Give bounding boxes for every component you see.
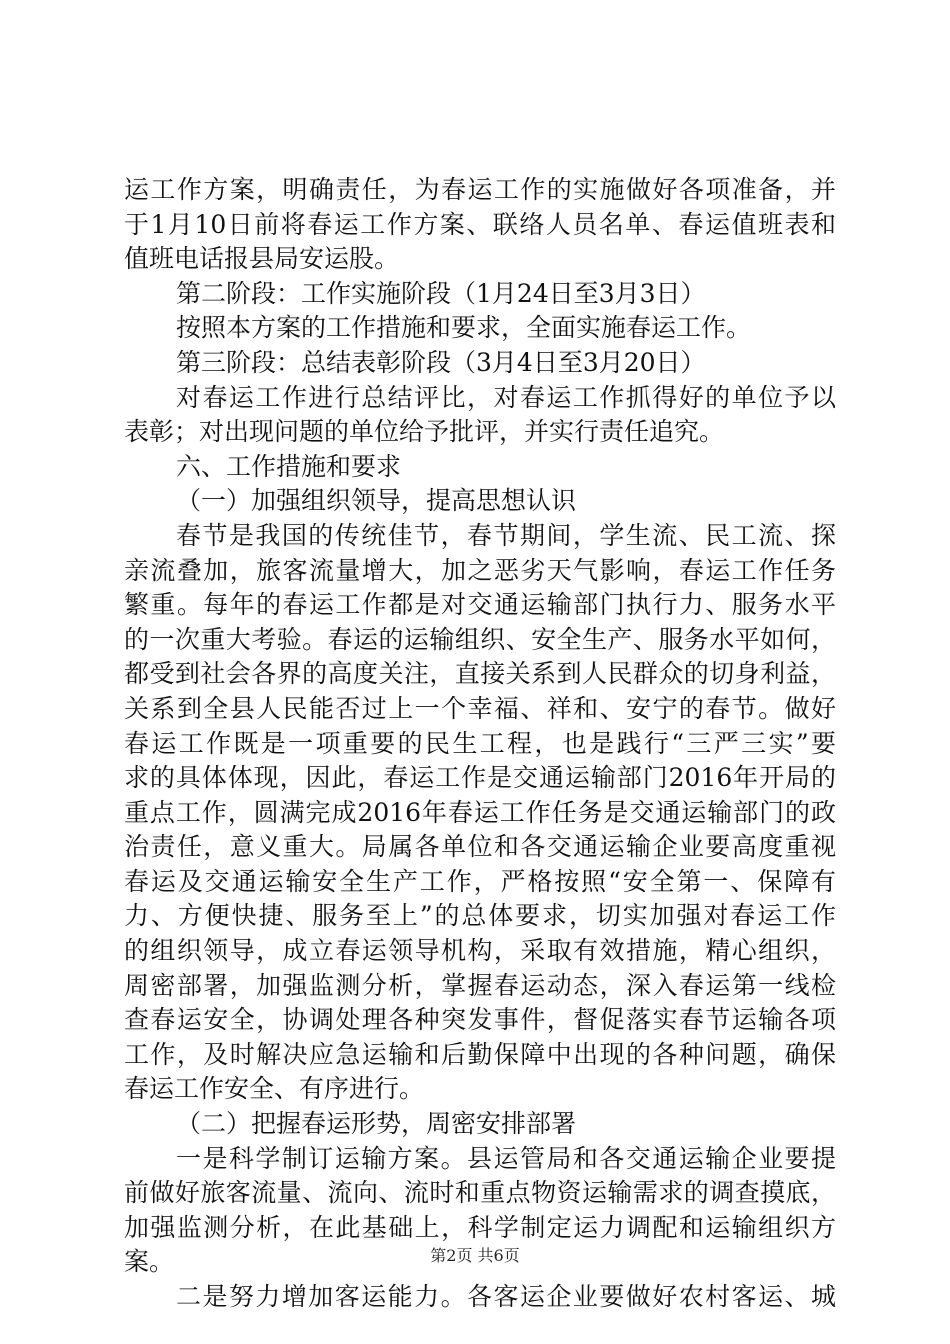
text-line: 对春运工作进行总结评比，对春运工作抓得好的单位予以 — [176, 382, 836, 412]
document-body — [124, 173, 836, 1315]
text-line: 前做好旅客流量、流向、流时和重点物资运输需求的调查摸底， — [124, 1178, 836, 1208]
text-line: 求的具体体现，因此，春运工作是交通运输部门2016年开局的 — [124, 763, 836, 793]
text-line: 的一次重大考验。春运的运输组织、安全生产、服务水平如何， — [124, 624, 836, 654]
text-line: 春运及交通运输安全生产工作，严格按照“安全第一、保障有 — [124, 866, 836, 896]
text-line: 力、方便快捷、服务至上”的总体要求，切实加强对春运工作 — [124, 901, 836, 931]
text-line: 查春运安全，协调处理各种突发事件，督促落实春节运输各项 — [124, 1005, 836, 1035]
text-line: 加强监测分析，在此基础上，科学制定运力调配和运输组织方 — [124, 1212, 836, 1242]
text-line: 周密部署，加强监测分析，掌握春运动态，深入春运第一线检 — [124, 970, 836, 1000]
text-line: 重点工作，圆满完成2016年春运工作任务是交通运输部门的政 — [124, 797, 836, 827]
text-line: 春运工作安全、有序进行。 — [124, 1074, 425, 1104]
text-line: 关系到全县人民能否过上一个幸福、祥和、安宁的春节。做好 — [124, 693, 836, 723]
text-line: 运工作方案，明确责任，为春运工作的实施做好各项准备，并 — [124, 175, 836, 204]
text-line: 案。 — [124, 1247, 175, 1277]
text-line: 二是努力增加客运能力。各客运企业要做好农村客运、城 — [176, 1282, 836, 1311]
text-line: 按照本方案的工作措施和要求，全面实施春运工作。 — [176, 313, 752, 343]
page-footer: 第2页 共6页 — [430, 1246, 520, 1265]
text-line: 表彰；对出现问题的单位给予批评，并实行责任追究。 — [124, 417, 725, 447]
text-line: 春节是我国的传统佳节，春节期间，学生流、民工流、探 — [176, 520, 836, 550]
text-line: 亲流叠加，旅客流量增大，加之恶劣天气影响，春运工作任务 — [124, 555, 836, 585]
text-line: 的组织领导，成立春运领导机构，采取有效措施，精心组织， — [124, 936, 836, 966]
text-line: 春运工作既是一项重要的民生工程，也是践行“三严三实”要 — [124, 728, 836, 758]
text-line: 六、工作措施和要求 — [176, 451, 402, 481]
text-line: 第三阶段：总结表彰阶段（3月4日至3月20日） — [176, 347, 706, 377]
text-line: 值班电话报县局安运股。 — [124, 244, 400, 274]
text-line: 繁重。每年的春运工作都是对交通运输部门执行力、服务水平 — [124, 590, 836, 620]
text-line: 都受到社会各界的高度关注，直接关系到人民群众的切身利益， — [124, 659, 836, 689]
text-line: （一）加强组织领导，提高思想认识 — [176, 486, 577, 516]
text-line: 治责任，意义重大。局属各单位和各交通运输企业要高度重视 — [124, 832, 836, 862]
text-line: 一是科学制订运输方案。县运管局和各交通运输企业要提 — [176, 1143, 836, 1173]
text-line: 工作，及时解决应急运输和后勤保障中出现的各种问题，确保 — [124, 1039, 836, 1069]
text-line: 于1月10日前将春运工作方案、联络人员名单、春运值班表和 — [124, 209, 836, 239]
text-line: （二）把握春运形势，周密安排部署 — [176, 1109, 577, 1139]
text-line: 第二阶段：工作实施阶段（1月24日至3月3日） — [176, 278, 706, 308]
